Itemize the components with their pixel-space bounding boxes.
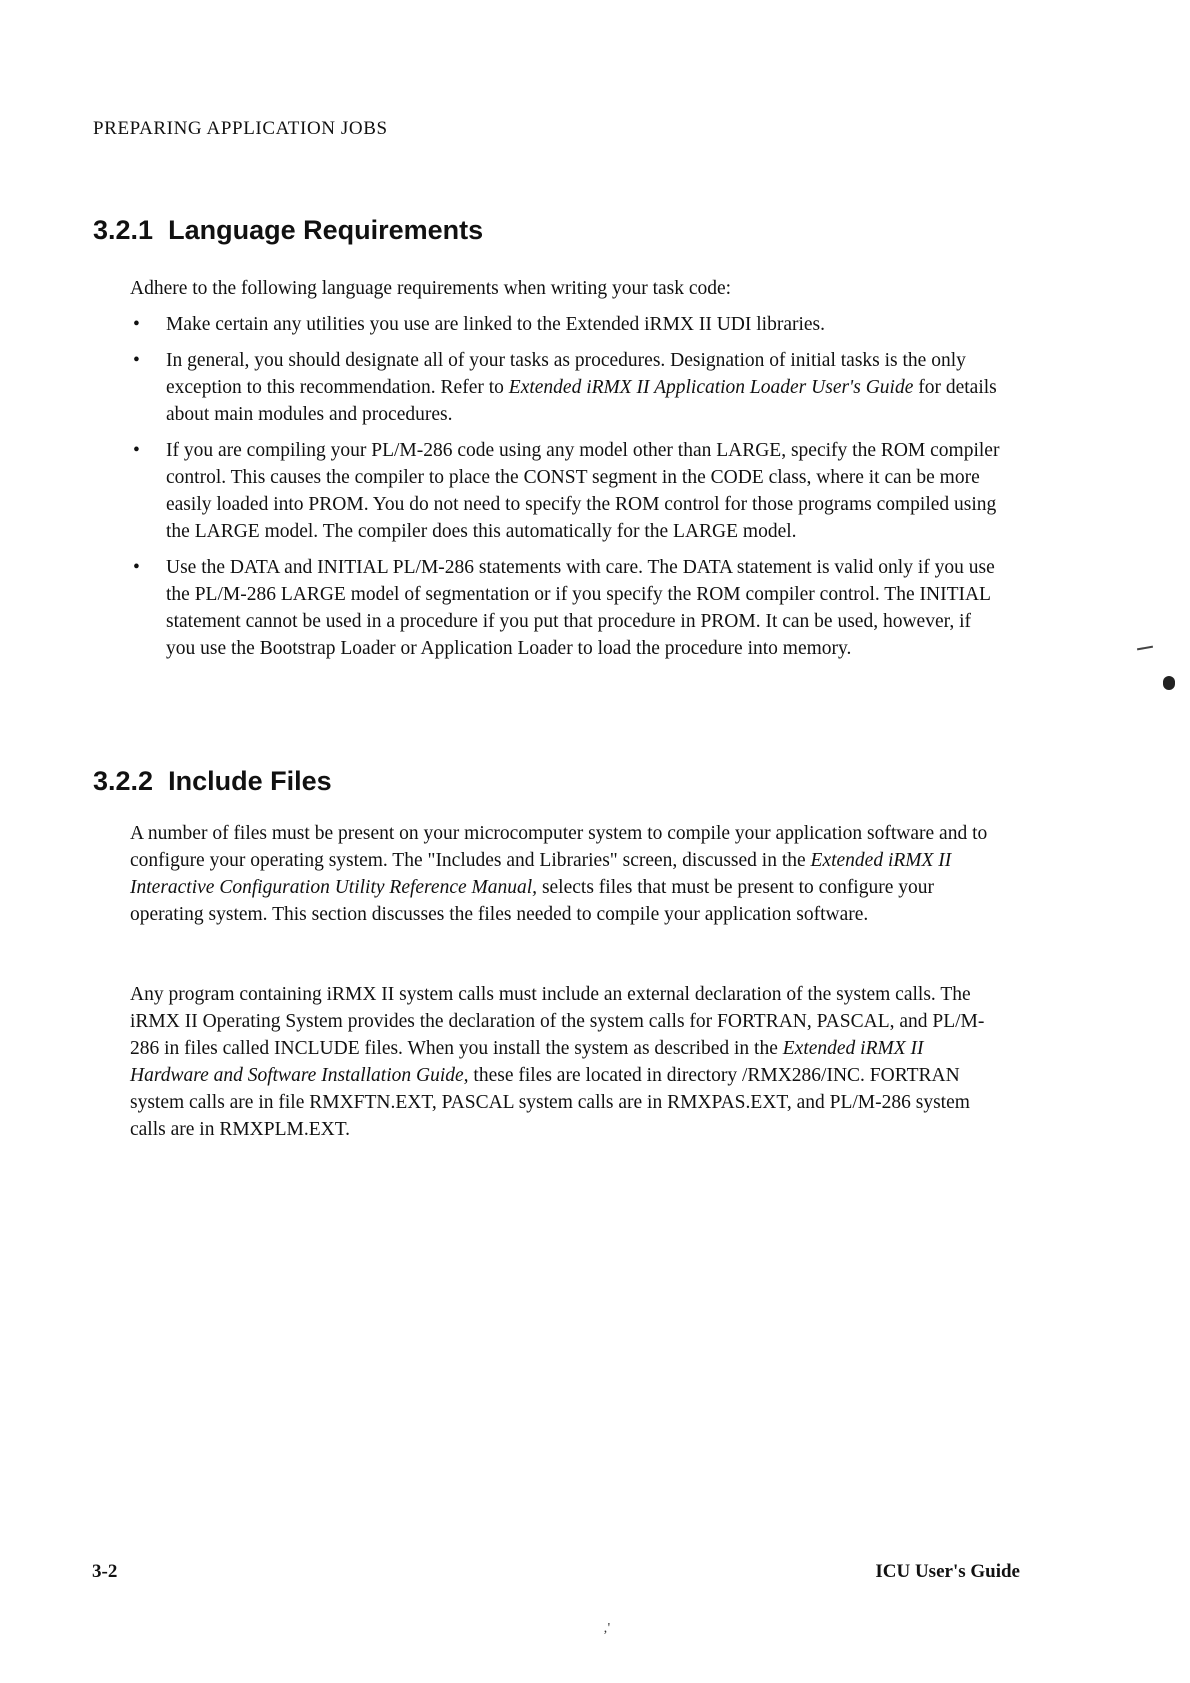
paragraph-files-needed <box>130 820 1000 928</box>
scan-dash-mark <box>1137 646 1153 651</box>
scan-stray-mark: ‚' <box>603 1621 611 1636</box>
list-item-text: In general, you should designate all of your tasks as procedures. Designation of initial tasks is the only exception to this recommendation. Refer to <box>166 350 966 398</box>
section-intro <box>130 275 1000 302</box>
paragraph-include-declarations <box>130 981 1000 1143</box>
section-heading-include-files <box>93 766 332 797</box>
bullet-icon: • <box>133 440 140 461</box>
list-item <box>130 311 1000 338</box>
running-header: PREPARING APPLICATION JOBS <box>93 118 388 139</box>
list-item-text: Make certain any utilities you use are linked to the Extended iRMX II UDI libraries. <box>166 314 826 335</box>
book-reference: Extended iRMX II Interactive Configuration Utility Reference Manual, <box>130 850 952 898</box>
paragraph-text: A number of files must be present on your microcomputer system to compile your application software and to configure your operating system. The "Includes and Libraries" screen, discussed in the <box>130 823 988 871</box>
paragraph <box>130 981 1000 1143</box>
paragraph-text: these files are located in directory /RMX286/INC. FORTRAN system calls are in file RMXFTN.EXT, PASCAL system calls are in RMXPAS.EXT, and PL/M-286 system calls are in RMXPLM.EXT. <box>130 1065 970 1140</box>
section-number: 3.2.1 <box>93 215 154 245</box>
list-item-text: for details about main modules and procedures. <box>166 377 997 425</box>
paragraph-text: selects files that must be present to configure your operating system. This section discusses the files needed to compile your application software. <box>130 877 934 925</box>
section-title: Include Files <box>168 766 332 796</box>
bullet-icon: • <box>133 350 140 371</box>
section-title: Language Requirements <box>168 215 484 245</box>
section-heading-language-requirements <box>93 215 483 246</box>
section-number: 3.2.2 <box>93 766 154 796</box>
paragraph-text: Any program containing iRMX II system calls must include an external declaration of the system calls. The iRMX II Operating System provides the declaration of the system calls for FORTRAN, PASCAL, and PL/M-286 in files called INCLUDE files. When you install the system as described in the <box>130 984 985 1059</box>
book-reference: Extended iRMX II Application Loader User's Guide <box>508 377 914 398</box>
list-item-text: Use the DATA and INITIAL PL/M-286 statements with care. The DATA statement is valid only if you use the PL/M-286 LARGE model of segmentation or if you specify the ROM compiler control. The INITIAL statement cannot be used in a procedure if you put that procedure in PROM. It can be used, however, if you use the Bootstrap Loader or Application Loader to load the procedure into memory. <box>166 557 995 659</box>
paragraph <box>130 820 1000 928</box>
bullet-icon: • <box>133 314 140 335</box>
requirements-list <box>130 311 1000 671</box>
list-item <box>130 437 1000 545</box>
intro-paragraph: Adhere to the following language requirements when writing your task code: <box>130 278 732 299</box>
bullet-icon: • <box>133 557 140 578</box>
scan-blot-mark <box>1163 676 1175 690</box>
book-reference: Extended iRMX II Hardware and Software Installation Guide, <box>130 1038 924 1086</box>
book-title: ICU User's Guide <box>875 1561 1020 1582</box>
list-item <box>130 554 1000 662</box>
list-item-text: If you are compiling your PL/M-286 code using any model other than LARGE, specify the ROM compiler control. This causes the compiler to place the CONST segment in the CODE class, where it can be more easily loaded into PROM. You do not need to specify the ROM control for those programs compiled using the LARGE model. The compiler does this automatically for the LARGE model. <box>166 440 1000 542</box>
page-number: 3-2 <box>92 1561 118 1582</box>
list-item <box>130 347 1000 428</box>
